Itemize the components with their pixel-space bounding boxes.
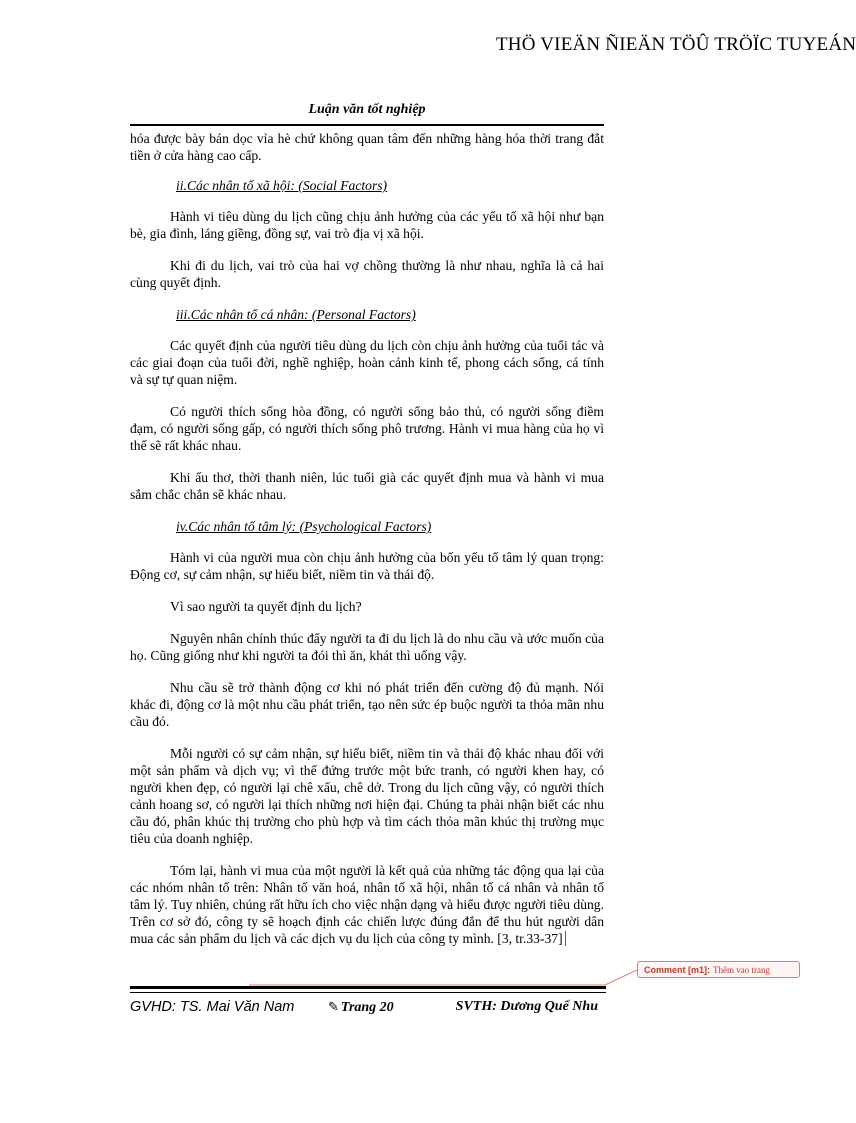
pencil-icon: ✎ <box>328 999 339 1014</box>
paragraph-psych-3: Nguyên nhân chính thúc đẩy người ta đi du lịch là do nhu cầu và ước muốn của họ. Cũng giống như khi người ta đói thì ăn, khát thì uống vậy. <box>130 631 604 663</box>
paragraph-psych-1: Hành vi của người mua còn chịu ảnh hưởng của bốn yếu tố tâm lý quan trọng: Động cơ, sự cảm nhận, sự hiểu biết, niềm tin và thái độ. <box>130 550 604 582</box>
paragraph-personal-1: Các quyết định của người tiêu dùng du lịch còn chịu ảnh hưởng của tuổi tác và các giai đoạn của tuổi đời, nghề nghiệp, hoàn cảnh kinh tế, phong cách sống, cá tính và sự tự quan niệm. <box>130 338 604 387</box>
paragraph-intro: hóa được bày bán dọc vỉa hè chứ không quan tâm đến những hàng hóa thời trang đắt tiền ở cửa hàng cao cấp. <box>130 131 604 163</box>
comment-label: Comment [m1]: <box>644 965 711 975</box>
paragraph-social-1: Hành vi tiêu dùng du lịch cũng chịu ảnh hưởng của các yếu tố xã hội như bạn bè, gia đình, láng giềng, đồng sự, vai trò địa vị xã hội. <box>130 209 604 241</box>
heading-psychological-factors: iv.Các nhân tố tâm lý: (Psychological Factors) <box>176 519 432 534</box>
paragraph-psych-5: Mỗi người có sự cảm nhận, sự hiểu biết, niềm tin và thái độ khác nhau đối với một sản phẩm và dịch vụ; vì thế đứng trước một bức tranh, có người khen hay, có người khen đẹp, có người lại chê xấu, chê dở. Trong du lịch cũng vậy, có người thích cảnh hoang sơ, có người lại thích những nơi hiện đại. Chúng ta phải nhận biết các nhu cầu đó, phân khúc thị trường cho phù hợp và tìm cách thỏa mãn khúc thị trường mục tiêu của doanh nghiệp. <box>130 746 604 846</box>
footer-rule <box>130 986 606 993</box>
paragraph-summary-text: Tóm lại, hành vi mua của một người là kết quả của những tác động qua lại của các nhóm nhân tố trên: Nhân tố văn hoá, nhân tố xã hội, nhân tố cá nhân và nhân tố tâm lý. Tuy nhiên, chúng rất hữu ích cho việc nhận dạng và hiểu được người tiêu dùng. Trên cơ sở đó, công ty sẽ hoạch định các chiến lược đúng đắn để thu hút người dân mua các sản phẩm du lịch và các dịch vụ du lịch của công ty mình. [3, tr.33-37] <box>130 863 604 946</box>
footer-student: SVTH: Dương Quế Nhu <box>455 999 598 1014</box>
footer-page-number: Trang 20 <box>340 1000 394 1015</box>
document-title: Luận văn tốt nghiệp <box>308 102 426 117</box>
comment-balloon[interactable] <box>637 961 800 978</box>
paragraph-psych-4: Nhu cầu sẽ trở thành động cơ khi nó phát triển đến cường độ đủ mạnh. Nói khác đi, động cơ là một nhu cầu phát triển, tạo nên sức ép buộc người ta thỏa mãn nhu cầu đó. <box>130 680 604 729</box>
heading-personal-factors: iii.Các nhân tố cá nhân: (Personal Factors) <box>176 307 416 322</box>
page-footer <box>130 999 606 1019</box>
comment-text: Thêm vao trang <box>713 965 770 975</box>
site-banner: THÖ VIEÄN ÑIEÄN TÖÛ TRÖÏC TUYEÁN <box>496 34 856 55</box>
footer-advisor: GVHD: TS. Mai Văn Nam <box>130 999 295 1015</box>
paragraph-personal-3: Khi ấu thơ, thời thanh niên, lúc tuổi già các quyết định mua và hành vi mua sắm chắc chắn sẽ khác nhau. <box>130 470 604 502</box>
heading-social-factors: ii.Các nhân tố xã hội: (Social Factors) <box>176 178 388 193</box>
paragraph-social-2: Khi đi du lịch, vai trò của hai vợ chồng thường là như nhau, nghĩa là cả hai cùng quyết định. <box>130 258 604 290</box>
footer-page <box>328 999 394 1016</box>
paragraph-psych-2: Vì sao người ta quyết định du lịch? <box>170 599 362 614</box>
paragraph-personal-2: Có người thích sống hòa đồng, có người sống bảo thủ, có người sống điềm đạm, có người sống gấp, có người thích sống phô trương. Hành vi mua hàng của họ vì thế sẽ rất khác nhau. <box>130 404 604 453</box>
